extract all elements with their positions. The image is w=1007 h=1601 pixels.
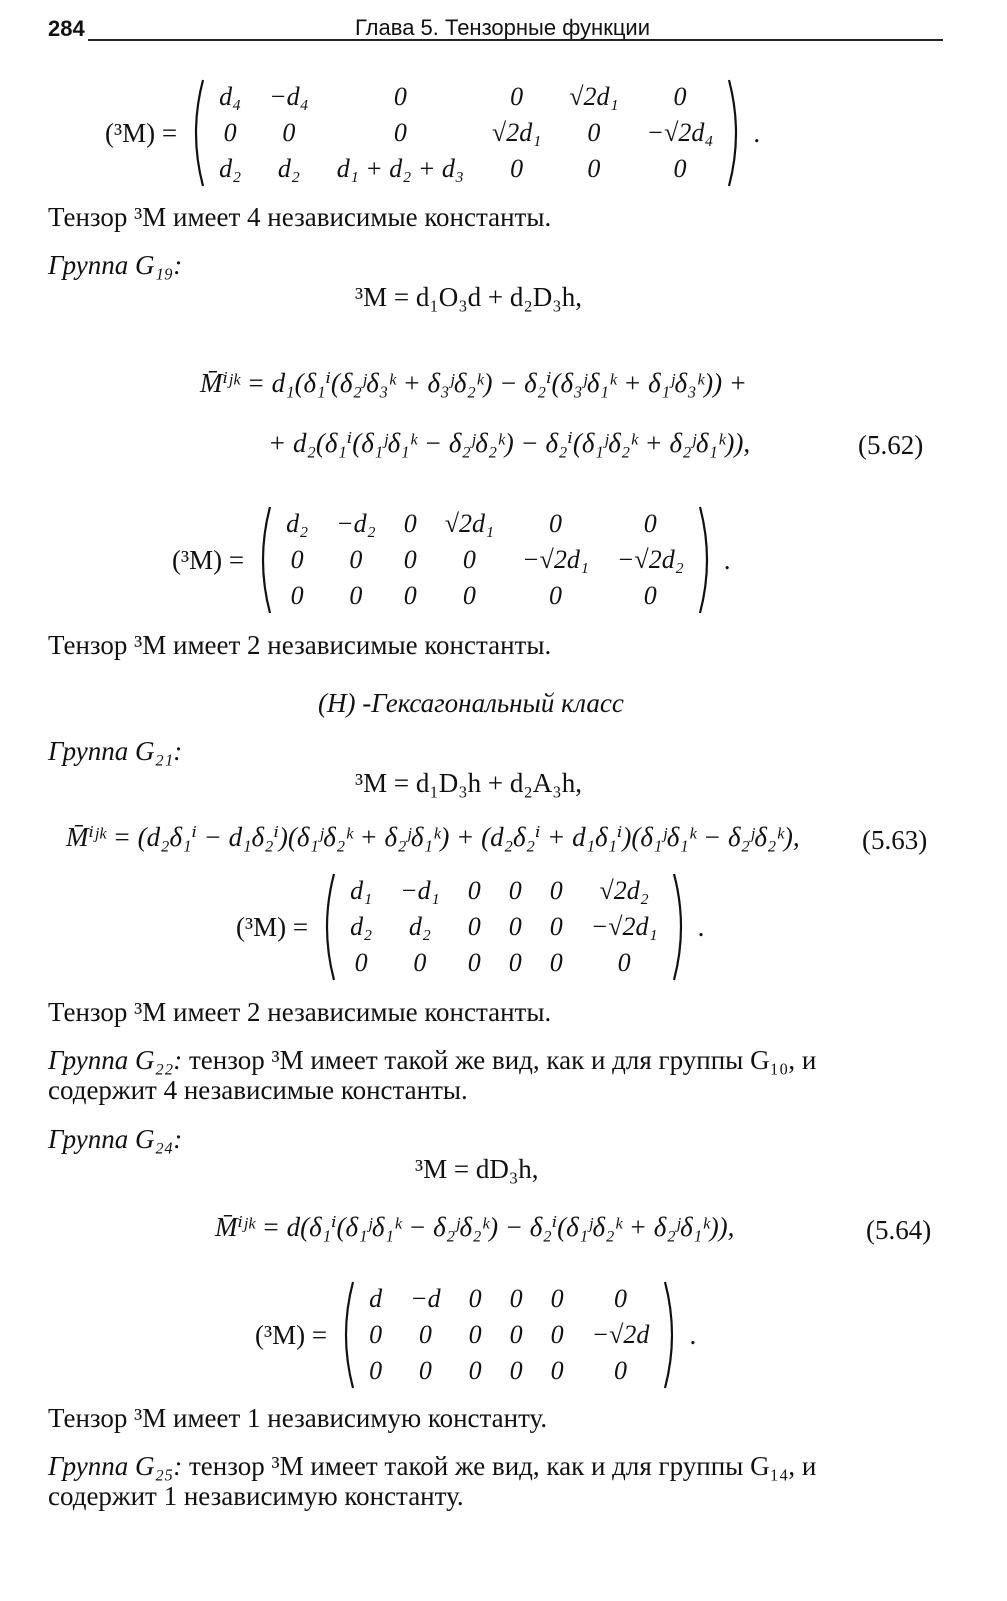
matrix-cell: −√2d	[591, 1320, 650, 1349]
matrix-cell: 0	[369, 1320, 383, 1349]
sentence-constants-4: Тензор ³M имеет 1 независимую константу.	[48, 1403, 548, 1433]
matrix-cell: 0	[413, 948, 427, 977]
sentence-constants-1: Тензор ³M имеет 4 независимые константы.	[48, 202, 552, 232]
header-rule	[88, 39, 943, 41]
group-19-formula: ³M = d₁O₃d + d₂D₃h,	[355, 282, 582, 312]
group-21-formula: ³M = d₁D₃h + d₂A₃h,	[355, 768, 582, 798]
matrix-cell: 0	[467, 876, 481, 905]
matrix-row	[205, 151, 727, 187]
matrix-cell: d₂	[350, 912, 373, 941]
matrix-row	[205, 115, 727, 151]
right-paren	[672, 872, 690, 982]
matrix-row	[355, 1281, 663, 1317]
matrix-cell: 0	[369, 1356, 383, 1385]
matrix-cell: −√2d₁	[590, 912, 658, 941]
matrix-body	[272, 506, 698, 614]
matrix-cell: 0	[509, 1320, 523, 1349]
matrix-cell: d₂	[408, 912, 431, 941]
matrix-row	[205, 79, 727, 115]
matrix-cell: 0	[587, 154, 601, 183]
matrix-cell: √2d₁	[491, 118, 542, 147]
matrix-cell: d	[369, 1284, 383, 1313]
matrix-cell: 0	[550, 1356, 564, 1385]
matrix-cell: 0	[548, 581, 562, 610]
group-22-text-1: тензор ³M имеет такой же вид, как и для группы G₁₀, и	[189, 1045, 817, 1075]
left-paren	[187, 78, 205, 188]
matrix-cell: 0	[550, 1320, 564, 1349]
matrix-cell: 0	[462, 545, 476, 574]
matrix-cell: 0	[508, 912, 522, 941]
matrix-cell: d₁ + d₂ + d₃	[336, 154, 464, 183]
group-25-label: Группа G₂₅:	[48, 1451, 183, 1481]
matrix-row	[355, 1353, 663, 1389]
matrix-cell: −√2d₁	[522, 545, 589, 574]
matrix-cell: d₂	[219, 154, 242, 183]
matrix-body	[355, 1281, 663, 1389]
matrix-row	[272, 506, 698, 542]
matrix-cell: 0	[223, 118, 237, 147]
matrix-row	[272, 578, 698, 614]
matrix-cell: −√2d₂	[616, 545, 684, 574]
matrix-label: (³M) =	[172, 544, 245, 575]
right-paren	[698, 505, 716, 615]
matrix-body	[336, 873, 672, 981]
matrix-cell: 0	[282, 118, 296, 147]
left-paren	[318, 872, 336, 982]
group-25-text-2: содержит 1 независимую константу.	[48, 1481, 464, 1511]
matrix-label: (³M) =	[255, 1319, 328, 1350]
matrix-cell: 0	[587, 118, 601, 147]
matrix-body	[205, 79, 727, 187]
matrix-row	[336, 909, 672, 945]
chapter-title: Глава 5. Тензорные функции	[355, 15, 651, 40]
matrix-cell: 0	[349, 545, 363, 574]
matrix-label: (³M) =	[236, 911, 309, 942]
matrix-cell: 0	[549, 912, 563, 941]
group-22-text-2: содержит 4 независимые константы.	[48, 1075, 468, 1105]
section-title-hexagonal: (H) -Гексагональный класс	[318, 688, 624, 718]
matrix-cell: √2d₁	[569, 82, 619, 111]
matrix-2	[172, 505, 730, 615]
matrix-trailing-dot: .	[697, 911, 705, 942]
matrix-cell: 0	[508, 948, 522, 977]
matrix-cell: 0	[403, 509, 417, 538]
matrix-cell: d₄	[219, 82, 242, 111]
matrix-cell: 0	[418, 1356, 432, 1385]
matrix-cell: 0	[673, 82, 687, 111]
eq-5-62-line-2: + d₂(δ₁ⁱ(δ₁ʲδ₁ᵏ − δ₂ʲδ₂ᵏ) − δ₂ⁱ(δ₁ʲδ₂ᵏ + δ₂ʲδ₁ᵏ)),	[268, 428, 751, 458]
matrix-4	[255, 1280, 696, 1390]
matrix-cell: 0	[290, 581, 304, 610]
matrix-cell: 0	[418, 1320, 432, 1349]
matrix-cell: −d₁	[400, 876, 440, 905]
matrix-cell: 0	[508, 876, 522, 905]
matrix-row	[355, 1317, 663, 1353]
matrix-cell: 0	[393, 82, 407, 111]
matrix-cell: 0	[462, 581, 476, 610]
matrix-row	[336, 873, 672, 909]
left-paren	[337, 1280, 355, 1390]
group-19-label: Группа G₁₉:	[48, 250, 183, 280]
eq-5-64: M̄ⁱʲᵏ = d(δ₁ⁱ(δ₁ʲδ₁ᵏ − δ₂ʲδ₂ᵏ) − δ₂ⁱ(δ₁ʲδ₂ᵏ + δ₂ʲδ₁ᵏ)),	[215, 1212, 735, 1242]
matrix-cell: 0	[614, 1284, 628, 1313]
matrix-label: (³M) =	[105, 117, 178, 148]
matrix-trailing-dot: .	[689, 1319, 697, 1350]
group-24-formula: ³M = dD₃h,	[415, 1154, 539, 1184]
sentence-constants-2: Тензор ³M имеет 2 независимые константы.	[48, 630, 552, 660]
right-paren	[663, 1280, 681, 1390]
eq-number-5-63: (5.63)	[862, 825, 928, 855]
matrix-cell: 0	[403, 581, 417, 610]
matrix-cell: 0	[643, 581, 657, 610]
matrix-cell: −√2d₄	[646, 118, 714, 147]
matrix-cell: 0	[673, 154, 687, 183]
group-25-text-1: тензор ³M имеет такой же вид, как и для группы G₁₄, и	[189, 1451, 817, 1481]
matrix-cell: 0	[403, 545, 417, 574]
matrix-cell: 0	[509, 1356, 523, 1385]
matrix-cell: d₂	[277, 154, 300, 183]
matrix-cell: 0	[510, 82, 524, 111]
matrix-row	[336, 945, 672, 981]
matrix-cell: 0	[614, 1356, 628, 1385]
matrix-trailing-dot: .	[753, 117, 761, 148]
sentence-constants-3: Тензор ³M имеет 2 независимые константы.	[48, 997, 552, 1027]
eq-5-62-line-1: M̄ⁱʲᵏ = d₁(δ₁ⁱ(δ₂ʲδ₃ᵏ + δ₃ʲδ₂ᵏ) − δ₂ⁱ(δ₃ʲδ₁ᵏ + δ₁ʲδ₃ᵏ)) +	[200, 368, 748, 398]
matrix-cell: 0	[617, 948, 631, 977]
matrix-cell: 0	[509, 1284, 523, 1313]
matrix-cell: 0	[467, 912, 481, 941]
matrix-cell: 0	[549, 876, 563, 905]
matrix-cell: 0	[550, 1284, 564, 1313]
matrix-cell: 0	[549, 948, 563, 977]
matrix-3	[236, 872, 704, 982]
matrix-cell: 0	[510, 154, 524, 183]
matrix-cell: d₁	[350, 876, 373, 905]
matrix-cell: −d	[410, 1284, 441, 1313]
right-paren	[727, 78, 745, 188]
matrix-cell: 0	[548, 509, 562, 538]
group-22-label: Группа G₂₂:	[48, 1045, 183, 1075]
matrix-cell: 0	[349, 581, 363, 610]
matrix-cell: 0	[354, 948, 368, 977]
matrix-cell: d₂	[286, 509, 309, 538]
group-25-paragraph	[48, 1451, 816, 1482]
matrix-cell: √2d₂	[599, 876, 649, 905]
group-24-label: Группа G₂₄:	[48, 1124, 183, 1154]
group-21-label: Группа G₂₁:	[48, 736, 183, 766]
matrix-trailing-dot: .	[723, 544, 731, 575]
matrix-cell: 0	[290, 545, 304, 574]
matrix-cell: 0	[468, 1320, 482, 1349]
matrix-1	[105, 78, 760, 188]
matrix-cell: −d₄	[269, 82, 309, 111]
matrix-cell: 0	[468, 1284, 482, 1313]
matrix-cell: 0	[643, 509, 657, 538]
matrix-row	[272, 542, 698, 578]
left-paren	[254, 505, 272, 615]
matrix-cell: 0	[468, 1356, 482, 1385]
group-22-paragraph	[48, 1045, 816, 1076]
matrix-cell: √2d₁	[444, 509, 495, 538]
eq-5-63: M̄ⁱʲᵏ = (d₂δ₁ⁱ − d₁δ₂ⁱ)(δ₁ʲδ₂ᵏ + δ₂ʲδ₁ᵏ) + (d₂δ₂ⁱ + d₁δ₁ⁱ)(δ₁ʲδ₁ᵏ − δ₂ʲδ₂ᵏ),	[66, 822, 800, 852]
matrix-cell: −d₂	[336, 509, 376, 538]
matrix-cell: 0	[393, 118, 407, 147]
page-number: 284	[48, 16, 85, 41]
matrix-cell: 0	[467, 948, 481, 977]
eq-number-5-62: (5.62)	[858, 430, 924, 460]
eq-number-5-64: (5.64)	[866, 1215, 932, 1245]
